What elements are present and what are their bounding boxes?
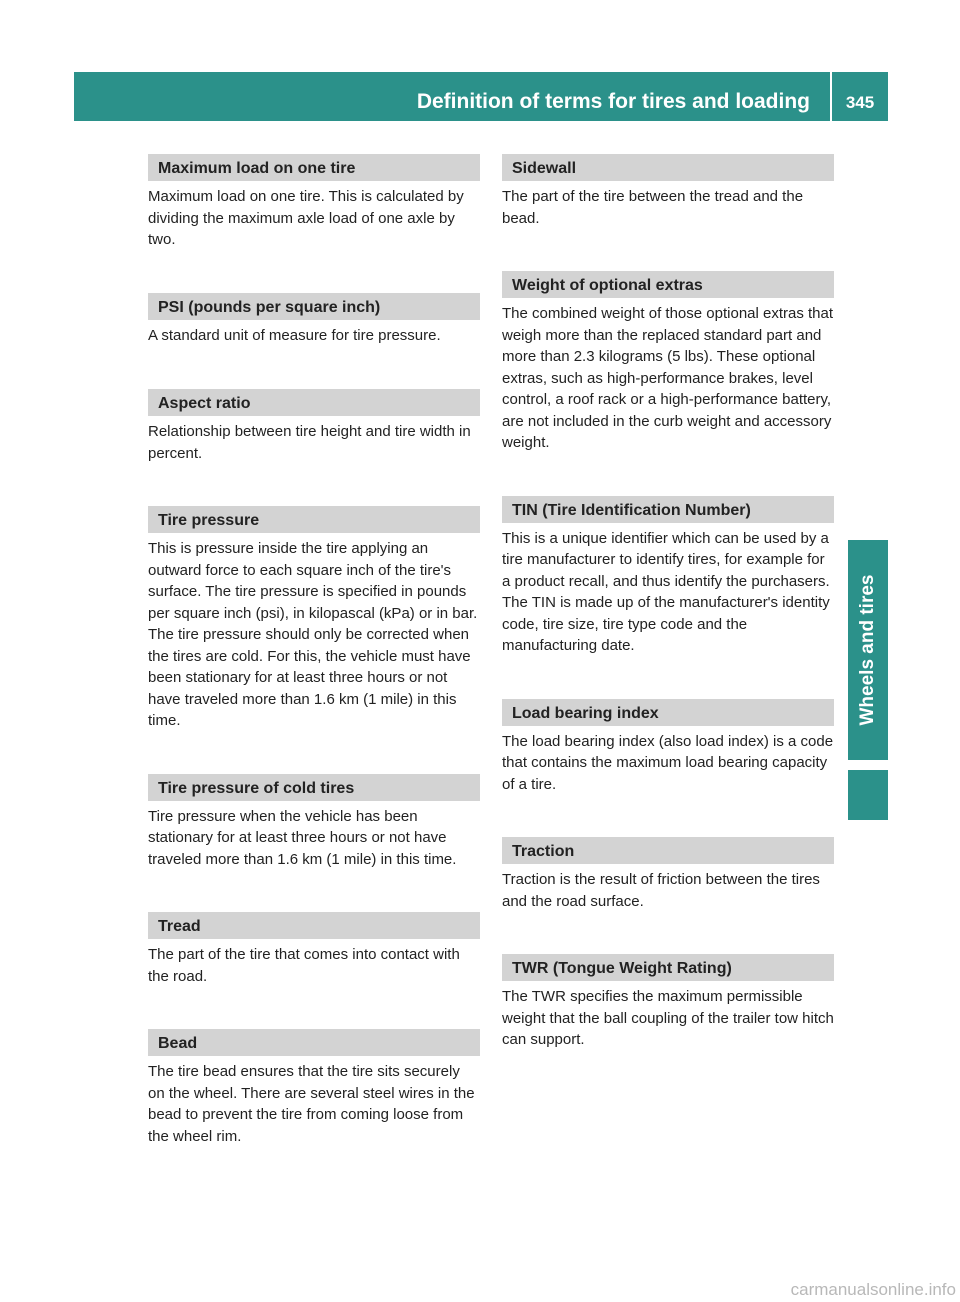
section-heading: TWR (Tongue Weight Rating) [502, 954, 834, 981]
section-body: Tire pressure when the vehicle has been stationary for at least three hours or not have traveled more than 1.6 km (1 mile) in this time. [148, 807, 457, 868]
section-body: The combined weight of those optional extras that weigh more than the replaced standard part and more than 2.3 kilograms (5 lbs). These optional extras, such as high-performance brakes, level control, a roof rack or a high-performance battery, are not included in the curb weight and accessory weight. [502, 305, 834, 451]
section-tire-pressure [148, 506, 480, 732]
section-body: The tire bead ensures that the tire sits securely on the wheel. There are several steel wires in the bead to prevent the tire from coming loose from the wheel rim. [148, 1063, 475, 1145]
section-psi [148, 293, 480, 347]
left-column [148, 154, 480, 1147]
section-body: This is a unique identifier which can be used by a tire manufacturer to identify tires, for example for a product recall, and thus identify the purchasers. The TIN is made up of the manufacturer's identity code, tire size, tire type code and the manufacturing date. [502, 529, 830, 654]
section-body: The part of the tire between the tread and the bead. [502, 188, 804, 227]
section-heading: Aspect ratio [148, 389, 480, 416]
page-number: 345 [845, 93, 875, 112]
section-body: The load bearing index (also load index) is a code that contains the maximum load bearing capacity of a tire. [502, 732, 834, 793]
section-heading: Traction [502, 837, 834, 864]
header-bar [74, 72, 888, 121]
chapter-tab[interactable] [848, 540, 888, 760]
section-heading: Sidewall [502, 154, 834, 181]
section-maximum-load [148, 154, 480, 251]
section-heading: PSI (pounds per square inch) [148, 293, 480, 320]
section-body: Traction is the result of friction between the tires and the road surface. [502, 871, 820, 910]
chapter-tab-marker [848, 770, 888, 820]
section-tin [502, 496, 834, 657]
section-bead [148, 1029, 480, 1147]
section-heading: Tire pressure of cold tires [148, 774, 480, 801]
section-twr [502, 954, 834, 1051]
section-cold-tires [148, 774, 480, 871]
section-tread [148, 912, 480, 987]
section-heading: Weight of optional extras [502, 271, 834, 298]
chapter-tab-label: Wheels and tires [857, 574, 878, 726]
section-body: This is pressure inside the tire applying an outward force to each square inch of the tire's surface. The tire pressure is specified in pounds per square inch (psi), in kilopascal (kPa) or in bar. The tire pressure should only be corrected when the tires are cold. For this, the vehicle must have been stationary for at least three hours or not have traveled more than 1.6 km (1 mile) in this time. [148, 540, 478, 729]
section-heading: TIN (Tire Identification Number) [502, 496, 834, 523]
watermark: carmanualsonline.info [790, 1280, 956, 1299]
section-body: The TWR specifies the maximum permissible weight that the ball coupling of the trailer tow hitch can support. [502, 988, 834, 1048]
section-traction [502, 837, 834, 912]
right-column [502, 154, 834, 1051]
section-sidewall [502, 154, 834, 229]
section-body: The part of the tire that comes into contact with the road. [148, 946, 460, 985]
section-heading: Bead [148, 1029, 480, 1056]
section-heading: Tire pressure [148, 506, 480, 533]
section-body: Maximum load on one tire. This is calculated by dividing the maximum axle load of one axle by two. [148, 188, 464, 248]
section-heading: Maximum load on one tire [148, 154, 480, 181]
page-title: Definition of terms for tires and loading [416, 90, 810, 113]
section-heading: Load bearing index [502, 699, 834, 726]
section-heading: Tread [148, 912, 480, 939]
section-optional-extras [502, 271, 834, 454]
section-load-index [502, 699, 834, 796]
section-body: Relationship between tire height and tire width in percent. [148, 423, 471, 462]
section-aspect-ratio [148, 389, 480, 464]
section-body: A standard unit of measure for tire pressure. [148, 326, 441, 344]
